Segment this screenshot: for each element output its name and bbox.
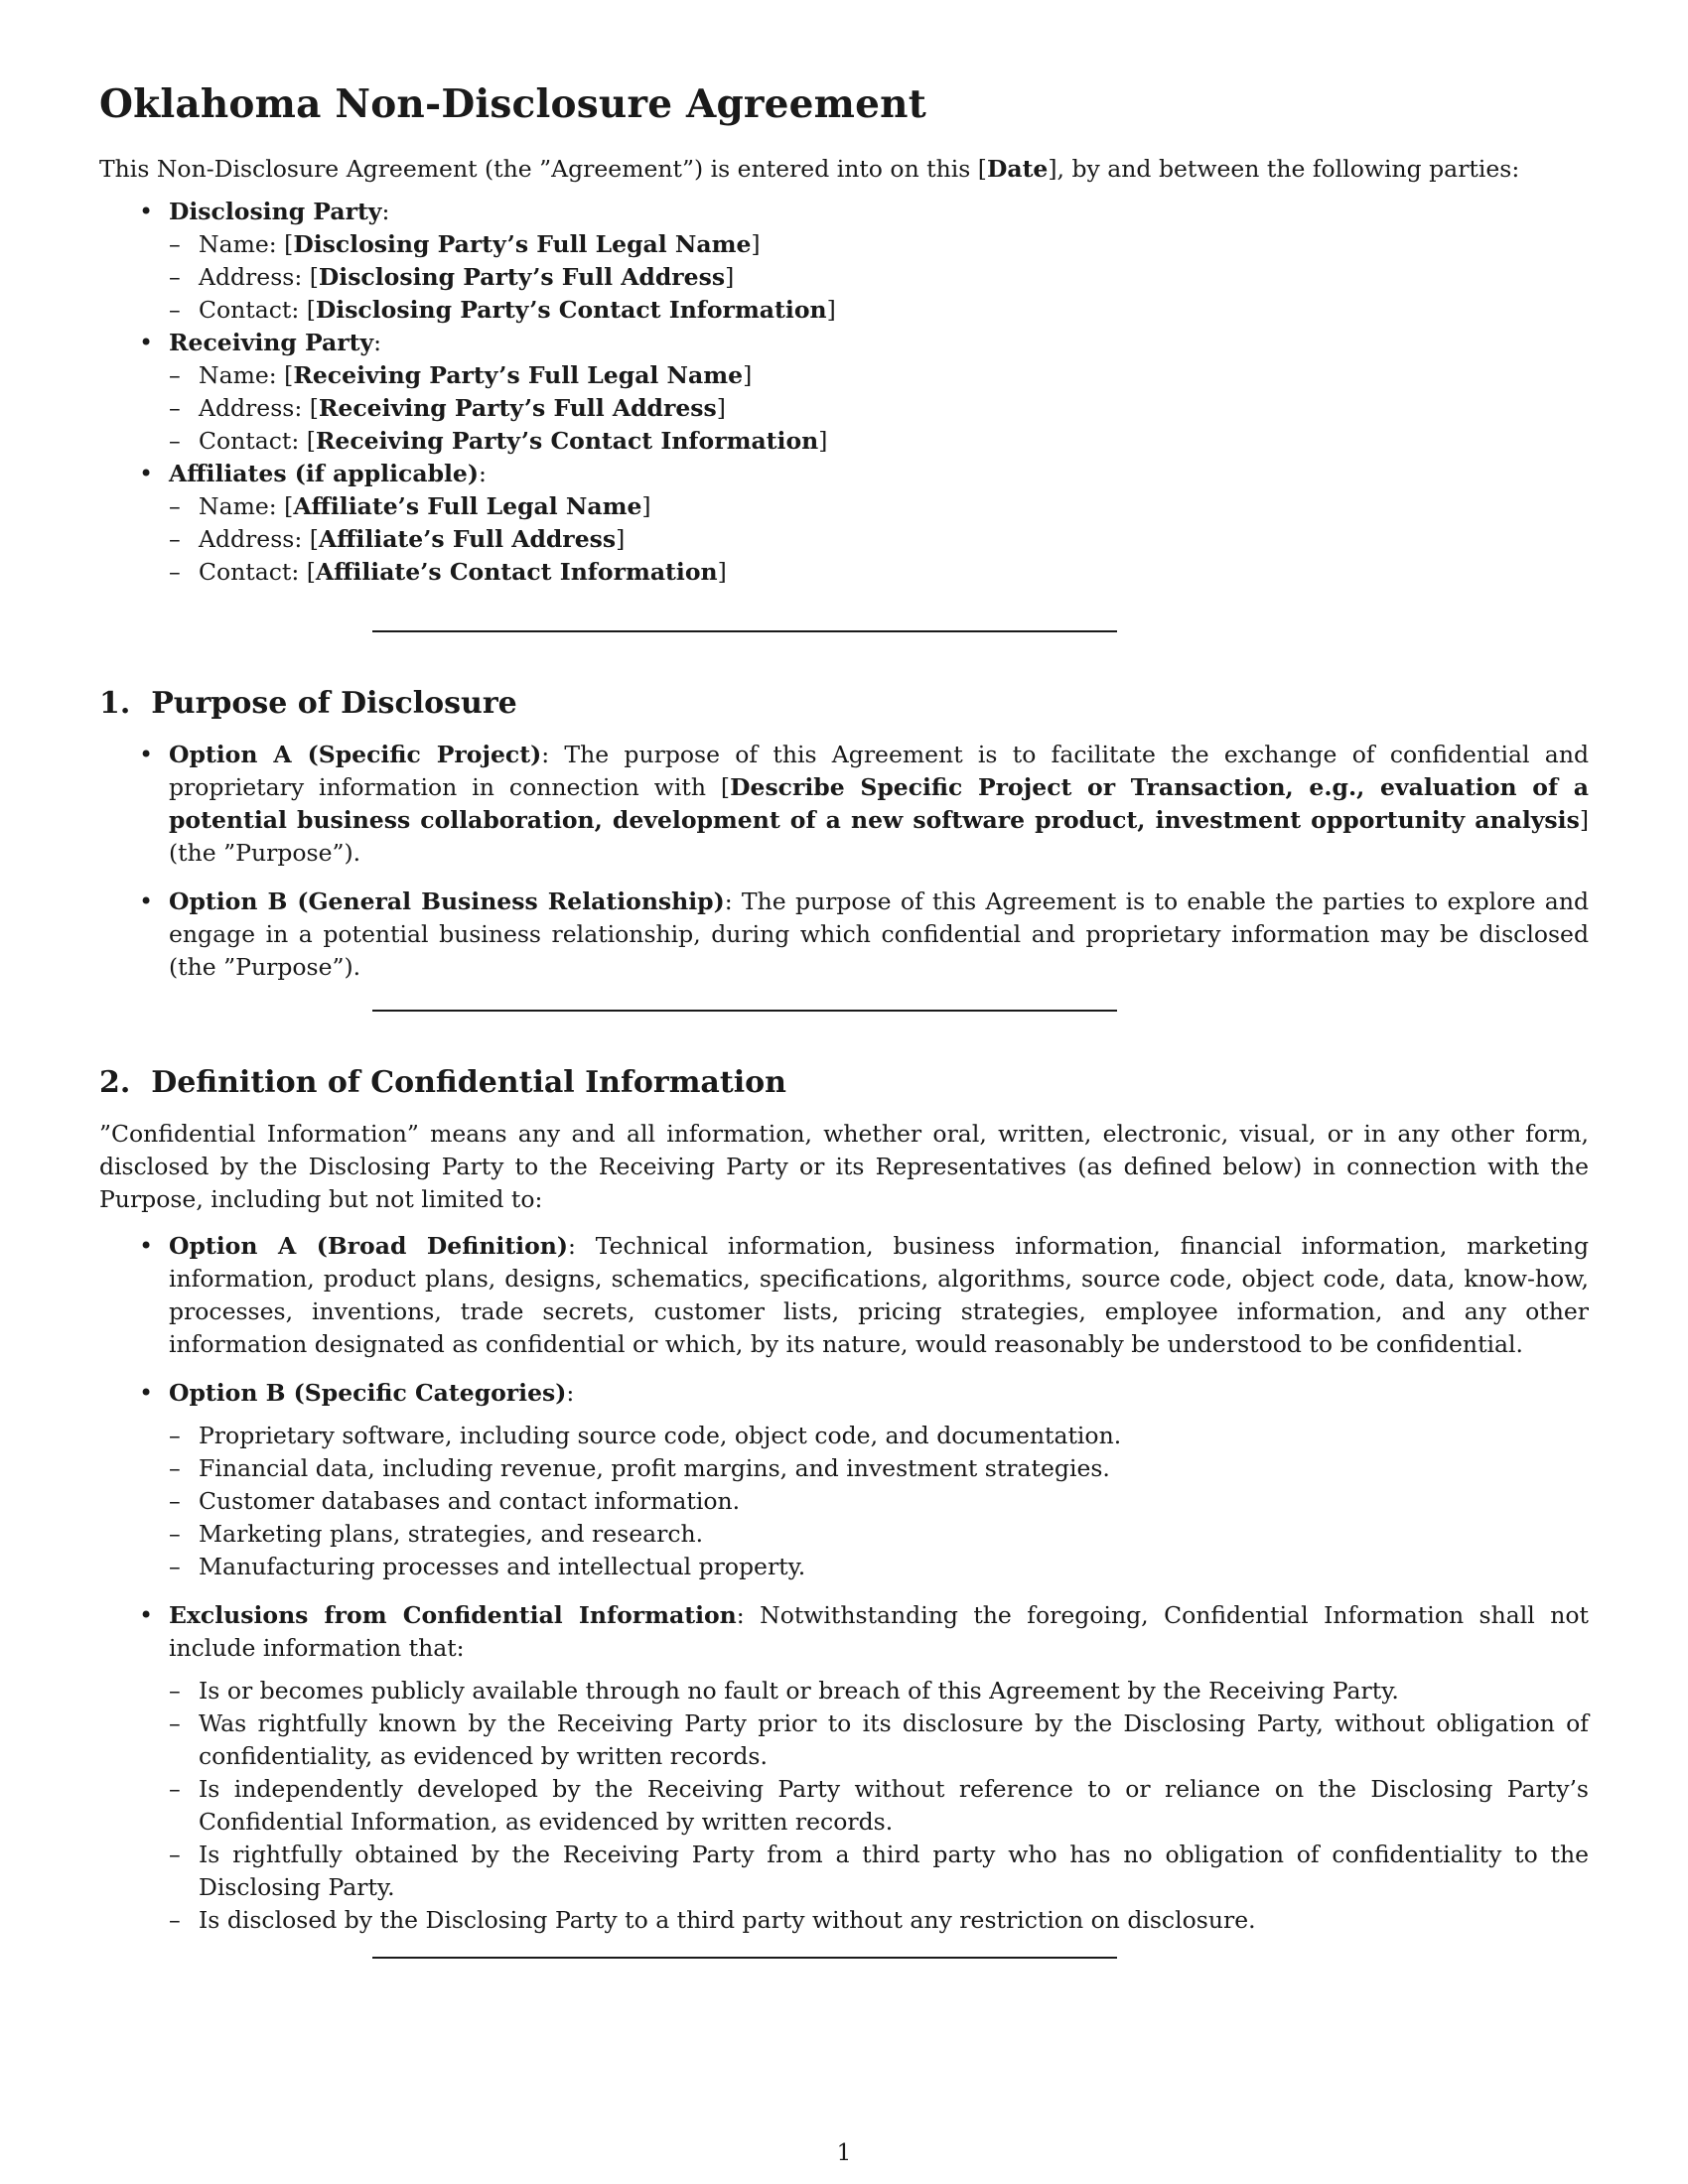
option-text: : The purpose of this Agreement is to facilitate the exchange of confidential and proprietary information in connection with [: [169, 741, 1589, 801]
field-value: Affiliate’s Full Legal Name: [293, 492, 642, 520]
purpose-option-b: [99, 886, 1589, 984]
page-number: 1: [836, 2140, 852, 2166]
party-field: – Contact: [Disclosing Party’s Contact Information]: [169, 294, 1589, 327]
field-value: Disclosing Party’s Full Legal Name: [293, 230, 752, 258]
exclusion-item: – Is rightfully obtained by the Receiving Party from a third party who has no obligation of confidentiality to the Disclosing Party.: [169, 1839, 1589, 1904]
definition-intro: ”Confidential Information” means any and all information, whether oral, written, electronic, visual, or in any other form, disclosed by the Disclosing Party to the Receiving Party or its Representatives (as defined below) in connection with the Purpose, including but not limited to:: [99, 1120, 1589, 1213]
date-placeholder: Date: [986, 155, 1049, 183]
party-field: – Address: [Affiliate’s Full Address]: [169, 523, 1589, 556]
section-heading-definition: 2. Definition of Confidential Information: [99, 1065, 786, 1100]
exclusion-item: – Was rightfully known by the Receiving Party prior to its disclosure by the Disclosing Party, without obligation of confidentiality, as evidenced by written records.: [169, 1707, 1589, 1773]
party-field: – Name: [Receiving Party’s Full Legal Name]: [169, 359, 1589, 392]
field-value: Affiliate’s Full Address: [318, 525, 617, 553]
option-label: Option B (Specific Categories): [169, 1379, 567, 1407]
option-text: : Technical information, business information, financial information, marketing information, product plans, designs, schematics, specifications, algorithms, source code, object code, data, know-how, processes, inventions, trade secrets, customer lists, pricing strategies, employee information, and any other information designated as confidential or which, by its nature, would reasonably be understood to be confidential.: [169, 1232, 1589, 1358]
field-key: Name:: [199, 492, 277, 520]
intro-text-before: This Non-Disclosure Agreement (the ”Agreement”) is entered into on this [: [99, 155, 987, 183]
option-text: : Notwithstanding the foregoing, Confidential Information shall not include information that:: [169, 1601, 1589, 1662]
field-value: Disclosing Party’s Full Address: [318, 263, 726, 291]
option-label: Option A (Broad Definition): [169, 1232, 568, 1260]
field-value: Receiving Party’s Full Address: [318, 394, 717, 422]
definition-option-a: [99, 1230, 1589, 1361]
option-text: : The purpose of this Agreement is to enable the parties to explore and engage in a potential business relationship, during which confidential and proprietary information may be disclosed (the ”Purpose”).: [169, 887, 1589, 981]
field-key: Name:: [199, 230, 277, 258]
field-key: Contact:: [199, 558, 300, 586]
party-label: Disclosing Party: [169, 198, 382, 225]
document-page: [99, 81, 1589, 2012]
field-value: Receiving Party’s Full Legal Name: [293, 361, 744, 389]
project-placeholder: Describe Specific Project or Transaction, e.g., evaluation of a potential business collaboration, development of a new software product, investment opportunity analysis: [169, 773, 1589, 834]
field-key: Contact:: [199, 296, 300, 324]
option-label: Option A (Specific Project): [169, 741, 542, 768]
definition-option-b: [99, 1377, 1589, 1583]
party-field: – Contact: [Affiliate’s Contact Information]: [169, 556, 1589, 589]
category-item: – Customer databases and contact information.: [169, 1485, 1589, 1518]
document-title: Oklahoma Non-Disclosure Agreement: [99, 81, 926, 127]
exclusion-item: – Is disclosed by the Disclosing Party to a third party without any restriction on disclosure.: [169, 1904, 1589, 1937]
purpose-options: [99, 739, 1589, 984]
section-heading-purpose: 1. Purpose of Disclosure: [99, 686, 517, 721]
exclusion-item: – Is or becomes publicly available through no fault or breach of this Agreement by the Receiving Party.: [169, 1675, 1589, 1707]
category-item: – Manufacturing processes and intellectual property.: [169, 1551, 1589, 1583]
section-divider: [372, 630, 1117, 632]
exclusions-list: [169, 1675, 1589, 1937]
field-key: Address:: [199, 525, 303, 553]
field-value: Receiving Party’s Contact Information: [315, 427, 819, 455]
party-field: – Address: [Disclosing Party’s Full Address]: [169, 261, 1589, 294]
party-label: Affiliates (if applicable): [169, 460, 479, 487]
category-item: – Financial data, including revenue, profit margins, and investment strategies.: [169, 1452, 1589, 1485]
party-label: Receiving Party: [169, 329, 374, 356]
category-item: – Marketing plans, strategies, and research.: [169, 1518, 1589, 1551]
party-fields: [169, 228, 1589, 327]
party-field: – Address: [Receiving Party’s Full Address]: [169, 392, 1589, 425]
option-text: ] (the ”Purpose”).: [169, 806, 1589, 867]
purpose-option-a: [99, 739, 1589, 870]
category-list: [169, 1420, 1589, 1583]
field-key: Contact:: [199, 427, 300, 455]
intro-paragraph: [99, 153, 1589, 186]
definition-options: [99, 1230, 1589, 1937]
option-label: Option B (General Business Relationship): [169, 887, 725, 915]
parties-list: [99, 196, 1589, 589]
category-item: – Proprietary software, including source code, object code, and documentation.: [169, 1420, 1589, 1452]
exclusion-item: – Is independently developed by the Receiving Party without reference to or reliance on the Disclosing Party’s Confidential Information, as evidenced by written records.: [169, 1773, 1589, 1839]
party-field: – Name: [Disclosing Party’s Full Legal Name]: [169, 228, 1589, 261]
field-value: Affiliate’s Contact Information: [315, 558, 718, 586]
section-divider: [372, 1957, 1117, 1959]
party-item: • Disclosing Party: – Name: [Disclosing Party’s Full Legal Name] – Address: [Disclosing Party’s Full Address] – Contact: [Disclosing Party’s Contact Information]: [99, 196, 1589, 327]
party-item: • Receiving Party: – Name: [Receiving Party’s Full Legal Name] – Address: [Receiving Party’s Full Address] – Contact: [Receiving Party’s Contact Information]: [99, 327, 1589, 458]
party-item: • Affiliates (if applicable): – Name: [Affiliate’s Full Legal Name] – Address: [Affiliate’s Full Address] – Contact: [Affiliate’s Contact Information]: [99, 458, 1589, 589]
section-divider: [372, 1010, 1117, 1012]
option-label: Exclusions from Confidential Information: [169, 1601, 737, 1629]
exclusions-item: [99, 1599, 1589, 1937]
field-key: Name:: [199, 361, 277, 389]
field-key: Address:: [199, 263, 303, 291]
field-key: Address:: [199, 394, 303, 422]
intro-text-after: ], by and between the following parties:: [1048, 155, 1520, 183]
party-field: – Name: [Affiliate’s Full Legal Name]: [169, 490, 1589, 523]
party-fields: [169, 490, 1589, 589]
field-value: Disclosing Party’s Contact Information: [315, 296, 827, 324]
party-fields: [169, 359, 1589, 458]
party-field: – Contact: [Receiving Party’s Contact Information]: [169, 425, 1589, 458]
option-colon: :: [566, 1379, 575, 1407]
